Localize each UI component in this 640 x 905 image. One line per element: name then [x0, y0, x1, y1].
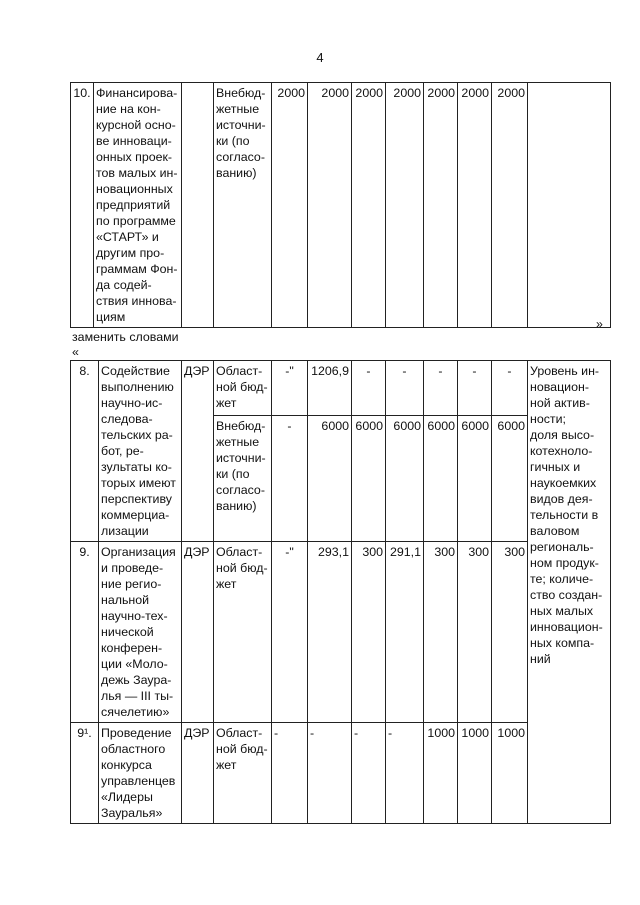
- value-cell: -: [308, 723, 352, 824]
- value-cell: 300: [424, 542, 458, 723]
- funding-source: Област- ной бюд- жет: [214, 361, 272, 416]
- executor-cell: ДЭР: [182, 542, 214, 723]
- value-cell: 2000: [458, 83, 492, 328]
- value-cell: 1000: [492, 723, 528, 824]
- value-cell: 1000: [424, 723, 458, 824]
- value-cell: -: [424, 361, 458, 416]
- row-number: 8.: [71, 361, 99, 542]
- executor-cell: ДЭР: [182, 361, 214, 542]
- value-cell: -: [272, 723, 308, 824]
- executor-cell: [182, 83, 214, 328]
- table-row: [71, 361, 611, 416]
- closing-quote: »: [596, 317, 603, 331]
- funding-source: Област- ной бюд- жет: [214, 542, 272, 723]
- value-cell: -: [352, 361, 386, 416]
- value-cell: 2000: [308, 83, 352, 328]
- value-cell: 6000: [492, 415, 528, 541]
- measure-name: Организация и проведе- ние регио- нальной научно-тех- нической конферен- ции «Моло- дежь Заура- лья — III ты- сячелетию»: [99, 542, 182, 723]
- value-cell: 291,1: [386, 542, 424, 723]
- value-cell: 6000: [458, 415, 492, 541]
- value-cell: 300: [352, 542, 386, 723]
- row-number: 9.: [71, 542, 99, 723]
- value-cell: 6000: [386, 415, 424, 541]
- row-number: 9¹.: [71, 723, 99, 824]
- table-row: [71, 83, 611, 328]
- value-cell: 2000: [424, 83, 458, 328]
- value-cell: 300: [458, 542, 492, 723]
- value-cell: 300: [492, 542, 528, 723]
- indicator-cell: [528, 83, 611, 328]
- value-cell: 6000: [352, 415, 386, 541]
- replace-instruction: заменить словами: [72, 330, 179, 344]
- value-cell: -: [352, 723, 386, 824]
- value-cell: -: [492, 361, 528, 416]
- value-cell: 6000: [424, 415, 458, 541]
- old-row-table: [70, 82, 611, 328]
- value-cell: 1000: [458, 723, 492, 824]
- value-cell: -: [386, 723, 424, 824]
- value-cell: 2000: [386, 83, 424, 328]
- opening-quote: «: [72, 345, 79, 359]
- value-cell: -: [458, 361, 492, 416]
- funding-source: Внебюд- жетные источни- ки (по согласо- ванию): [214, 415, 272, 541]
- measure-name: Проведение областного конкурса управленцев «Лидеры Зауралья»: [99, 723, 182, 824]
- measure-name: Содействие выполнению научно-ис- следова- тельских ра- бот, ре- зультаты ко- торых имеют перспективу коммерциа- лизации: [99, 361, 182, 542]
- value-cell: -": [272, 542, 308, 723]
- value-cell: 2000: [352, 83, 386, 328]
- funding-source: Внебюд- жетные источни- ки (по согласо- ванию): [214, 83, 272, 328]
- value-cell: 1206,9: [308, 361, 352, 416]
- value-cell: -: [386, 361, 424, 416]
- value-cell: 2000: [272, 83, 308, 328]
- value-cell: 293,1: [308, 542, 352, 723]
- page-number: 4: [316, 50, 324, 65]
- indicator-cell: Уровень ин- новацион- ной актив- ности; доля высо- котехноло- гичных и наукоемких видов дея- тельности в валовом региональ- ном продук- те; количе- ство создан- ных малых инновацион- ных компа- ний: [528, 361, 611, 824]
- value-cell: 6000: [308, 415, 352, 541]
- new-rows-table: [70, 360, 611, 824]
- measure-name: Финансирова- ние на кон- курсной осно- ве инноваци- онных проек- тов малых ин- новационных предприятий по программе «СТАРТ» и другим про- граммам Фон- да содей- ствия иннова- циям: [94, 83, 182, 328]
- row-number: 10.: [71, 83, 94, 328]
- value-cell: -: [272, 415, 308, 541]
- funding-source: Област- ной бюд- жет: [214, 723, 272, 824]
- executor-cell: ДЭР: [182, 723, 214, 824]
- value-cell: -": [272, 361, 308, 416]
- value-cell: 2000: [492, 83, 528, 328]
